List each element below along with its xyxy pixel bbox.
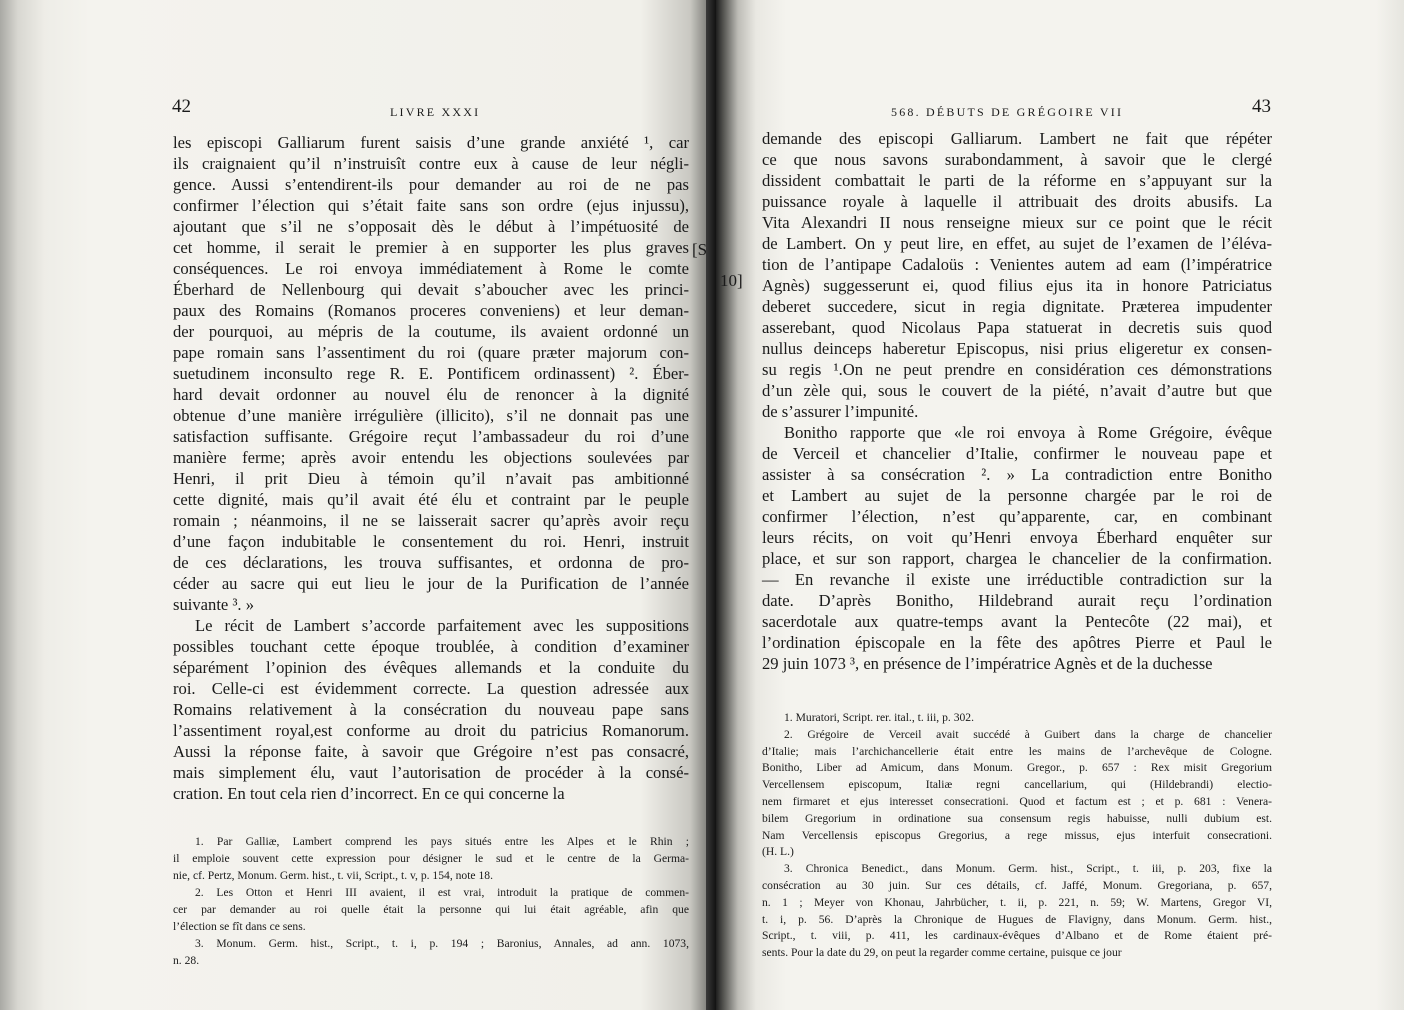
body-line: asserebant, quod Nicolaus Papa statuerat in decretis suis quod (762, 318, 1272, 337)
footnote-line: Vercellensem episcopum, Italiæ regni cancellarium, qui (Hildebrandi) electio- (762, 778, 1272, 792)
body-line: tion de l’antipape Cadaloüs : Venientes autem ad eam (l’impératrice (762, 255, 1272, 274)
body-line: Aussi la réponse faite, à savoir que Grégoire n’est pas consacré, (173, 742, 689, 761)
body-line: mais simplement élu, vaut l’autorisation de procéder à la consé- (173, 763, 689, 782)
body-line: cette dignité, mais qu’il avait été élu et contraint par le peuple (173, 490, 689, 509)
body-line: 29 juin 1073 ³, en présence de l’impératrice Agnès et de la duchesse (762, 654, 1213, 673)
body-line: d’une façon indubitable le consentement du roi. Henri, instruit (173, 532, 689, 551)
footnote-line: t. i, p. 56. D’après la Chronique de Hugues de Flavigny, dans Monum. Germ. hist., (762, 912, 1272, 926)
body-line: puissance royale à laquelle il attribuait des droits abusifs. La (762, 192, 1272, 211)
body-line: confirmer l’élection, n’est qu’apparente, car, en combinant (762, 507, 1272, 526)
footnote-line: cer par demander au roi quelle était la personne qui lui était agréable, afin que (173, 903, 689, 916)
footnote-line: 1. Muratori, Script. rer. ital., t. iii, p. 302. (784, 711, 974, 724)
body-line: Éberhard de Nellenbourg qui devait s’aboucher avec les princi- (173, 280, 689, 299)
left-page-number: 42 (172, 96, 191, 117)
body-line: de Verceil et chancelier d’Italie, confirmer le nouveau pape et (762, 444, 1272, 463)
body-line: ajoutant que s’il ne s’opposait dès le début à l’impétuosité de (173, 217, 689, 236)
margin-mark-s: [S (692, 240, 708, 259)
footnote-line: n. 1 ; Meyer von Khonau, Jahrbücher, t. ii, p. 221, n. 59; W. Martens, Gregor VI, (762, 895, 1272, 909)
body-line: et Lambert au sujet de la personne chargée par le roi de (762, 486, 1272, 505)
body-line: dissident combattait le parti de la réforme en s’appuyant sur la (762, 171, 1272, 190)
body-line: romain ; néanmoins, il ne se laisserait sacrer qu’après avoir reçu (173, 511, 689, 530)
body-line: leurs récits, on voit qu’Henri envoya Éberhard enquêter sur (762, 528, 1272, 547)
body-line: possibles touchant cette époque troublée, à condition d’examiner (173, 637, 689, 656)
body-line: der pourquoi, au mépris de la coutume, ils avaient ordonné un (173, 322, 689, 341)
footnote-line: 2. Les Otton et Henri III avaient, il est vrai, introduit la pratique de commen- (195, 886, 689, 899)
body-line: sacerdotale aux quatre-temps avant la Pentecôte (22 mai), et (762, 612, 1272, 631)
body-line: suetudinem inconsulto rege R. E. Pontificem ordinassent) ². Éber- (173, 364, 689, 383)
body-line: confirmer l’élection qui s’était faite sans son ordre (ejus injussu), (173, 196, 689, 215)
footnote-line: Bonitho, Liber ad Amicum, dans Monum. Gregor., p. 657 : Rex misit Gregorium (762, 761, 1272, 775)
body-line: séparément l’opinion des évêques allemands et la conduite du (173, 658, 689, 677)
body-line: suivante ³. » (173, 595, 255, 614)
body-line: demande des episcopi Galliarum. Lambert ne fait que répéter (762, 129, 1272, 148)
body-line: nullus deinceps haberetur Episcopus, nisi prius eligeretur ex consen- (762, 339, 1272, 358)
body-line: deberet succedere, sicut in regia dignitate. Præterea impudenter (762, 297, 1272, 316)
body-line: Henri, il prit Dieu à témoin qu’il n’avait pas ambitionné (173, 469, 689, 488)
footnote-line: 3. Monum. Germ. hist., Script., t. i, p. 194 ; Baronius, Annales, ad ann. 1073, (195, 937, 689, 950)
body-line: assister à sa consécration ². » La contradiction entre Bonitho (762, 465, 1272, 484)
body-line: d’un zèle qui, sous le couvert de la piété, n’avait d’autre but que (762, 381, 1272, 400)
footnote-line: Nam Vercellensis episcopus Gregorius, a rege missus, ejus interfuit consecrationi. (762, 828, 1272, 842)
body-line: ce que nous savons surabondamment, à savoir que le clergé (762, 150, 1272, 169)
body-line: gence. Aussi s’entendirent-ils pour demander au roi de ne pas (173, 175, 689, 194)
body-line: l’assentiment royal,est conforme au droit du patricius Romanorum. (173, 721, 689, 740)
footnote-line: n. 28. (173, 954, 200, 967)
footnote-line: l’élection se fît dans ce sens. (173, 920, 306, 933)
body-line: de Lambert. On y peut lire, en effet, au sujet de l’examen de l’éléva- (762, 234, 1272, 253)
left-running-title: LIVRE XXXI (390, 105, 481, 119)
body-line: pape romain sans l’assentiment du roi (quare præter majorum con- (173, 343, 689, 362)
footnote-line: sents. Pour la date du 29, on peut la regarder comme certaine, puisque ce jour (762, 946, 1122, 960)
body-line: Bonitho rapporte que «le roi envoya à Rome Grégoire, évêque (784, 423, 1272, 442)
footnote-line: consécration au 30 juin. Sur ces détails, cf. Jaffé, Monum. Gregoriana, p. 657, (762, 879, 1272, 892)
body-line: ils craignaient qu’il n’instruisît contre eux à cause de leur négli- (173, 154, 689, 173)
body-line: manière ferme; après avoir entendu les objections soulevées par (173, 448, 689, 467)
footnote-line: 3. Chronica Benedict., dans Monum. Germ. hist., Script., t. iii, p. 203, fixe la (784, 862, 1272, 876)
footnote-line: bilem Gregorium in ordinatione sua consensum regis habuisse, nulli dubium est. (762, 811, 1272, 825)
body-line: de s’assurer l’impunité. (762, 402, 919, 421)
body-line: cration. En tout cela rien d’incorrect. En ce qui concerne la (173, 784, 565, 803)
body-line: céder au sacre qui eut lieu le jour de la Purification de l’année (173, 574, 689, 593)
footnote-line: Script., t. viii, p. 411, les cardinaux-évêques d’Albano et de Rome étaient pré- (762, 929, 1272, 943)
footnote-line: nie, cf. Pertz, Monum. Germ. hist., t. vii, Script., t. v, p. 154, note 18. (173, 869, 493, 882)
right-page-number: 43 (1252, 96, 1271, 117)
body-line: paux des Romains (Romanos proceres conveniens) et leur deman- (173, 301, 689, 320)
body-line: hard devait ordonner au nouvel élu de renoncer à la dignité (173, 385, 689, 404)
right-running-title: 568. DÉBUTS DE GRÉGOIRE VII (891, 105, 1124, 119)
body-line: cet homme, il serait le premier à en supporter les plus graves (173, 238, 689, 257)
body-line: place, et sur son rapport, chargea le chancelier de la confirmation. (762, 549, 1272, 568)
footnote-line: 1. Par Galliæ, Lambert comprend les pays situés entre les Alpes et le Rhin ; (195, 835, 689, 848)
right-page (692, 0, 1404, 1010)
footnote-line: (H. L.) (762, 845, 794, 859)
body-line: Vita Alexandri II nous renseigne mieux sur ce point que le récit (762, 213, 1272, 232)
margin-mark-10: 10] (720, 271, 743, 290)
footnote-line: nem firmaret et ejus interesset consecrationi. Quod et factum est ; et p. 681 : Venera- (762, 795, 1272, 808)
body-line: date. D’après Bonitho, Hildebrand aurait reçu l’ordination (762, 591, 1272, 610)
body-line: satisfaction suffisante. Grégoire reçut l’ambassadeur du roi d’une (173, 427, 689, 446)
body-line: l’ordination épiscopale en la fête des apôtres Pierre et Paul le (762, 633, 1272, 652)
footnote-line: 2. Grégoire de Verceil avait succédé à Guibert dans la charge de chancelier (784, 727, 1272, 741)
body-line: les episcopi Galliarum furent saisis d’une grande anxiété ¹, car (173, 133, 689, 152)
body-line: de ces déclarations, les trouva suffisantes, et ordonna de pro- (173, 553, 689, 572)
body-line: — En revanche il existe une irréductible contradiction sur la (762, 570, 1272, 589)
footnote-line: il emploie souvent cette expression pour désigner le sud et le centre de la Germa- (173, 852, 689, 865)
body-line: obtenue d’une manière irrégulière (illicito), s’il ne donnait pas une (173, 406, 689, 425)
body-line: Agnès) suggesserunt ei, quod filius ejus ita in honore Patriciatus (762, 276, 1272, 295)
body-line: Romains relativement à la consécration du nouveau pape sans (173, 700, 689, 719)
body-line: su regis ¹.On ne peut prendre en considération ces démonstrations (762, 360, 1272, 379)
footnote-line: d’Italie; mais l’archichancellerie était entre les mains de l’archevêque de Cologne. (762, 744, 1272, 758)
body-line: roi. Celle-ci est évidemment correcte. La question adressée aux (173, 679, 689, 698)
body-line: conséquences. Le roi envoya immédiatement à Rome le comte (173, 259, 689, 278)
body-line: Le récit de Lambert s’accorde parfaitement avec les suppositions (195, 616, 689, 635)
